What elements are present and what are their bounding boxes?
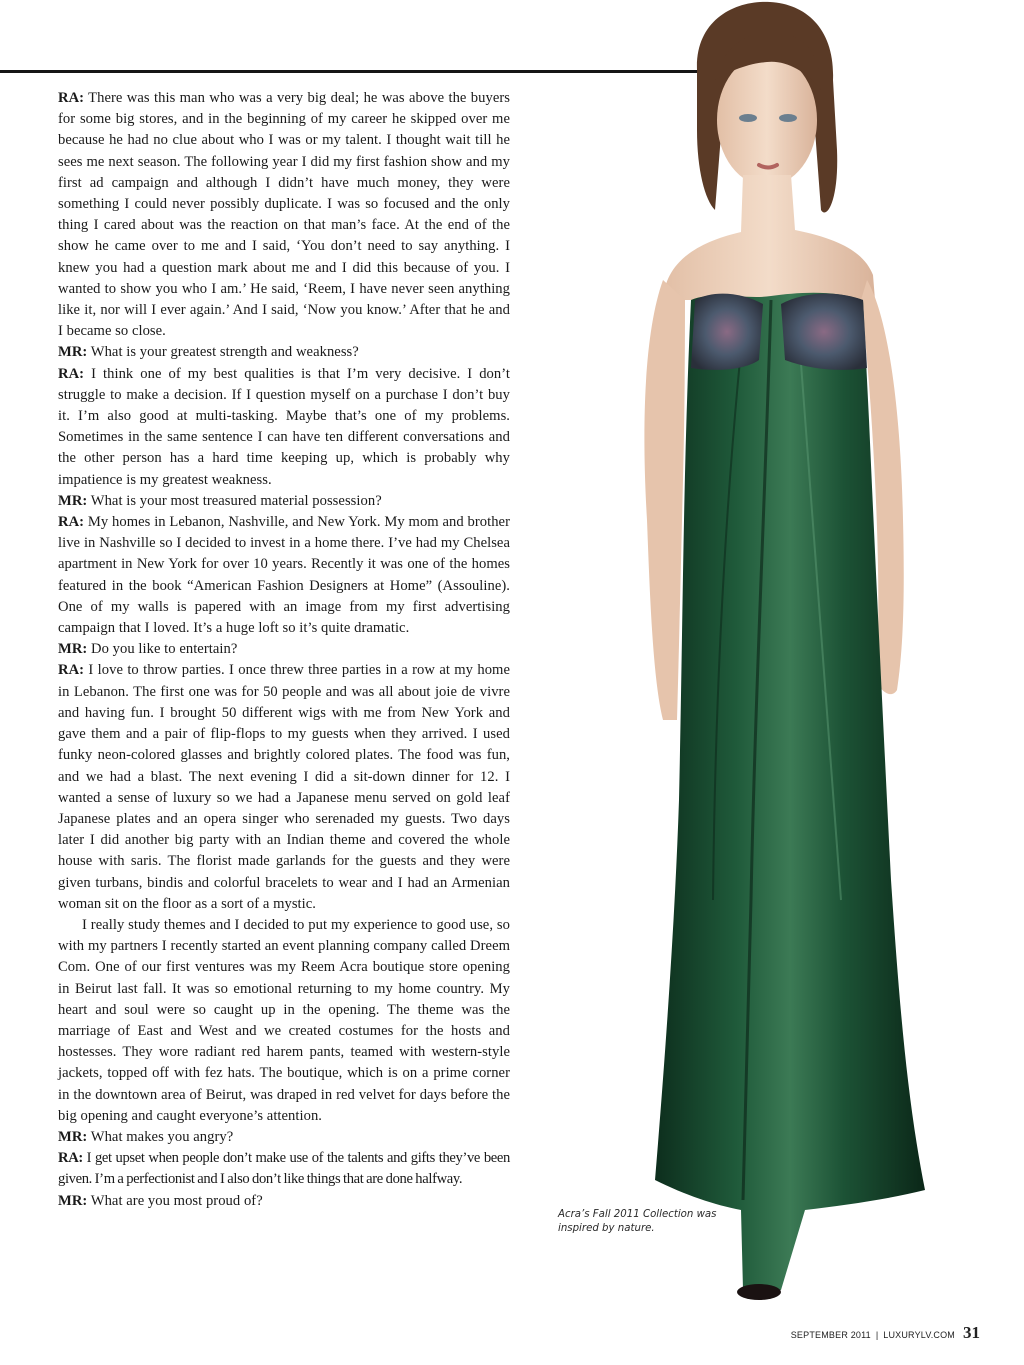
- paragraph-mr-5: [58, 1191, 510, 1212]
- speaker-label: MR:: [58, 641, 88, 658]
- speaker-label: RA:: [58, 90, 85, 106]
- speaker-label: MR:: [58, 344, 88, 361]
- page-footer: [791, 1323, 980, 1343]
- paragraph-continued: [58, 915, 510, 1127]
- photo-caption: Acra’s Fall 2011 Collection was inspired by nature.: [558, 1209, 717, 1234]
- paragraph-mr-2: [58, 491, 510, 512]
- paragraph-mr-1: [58, 342, 510, 363]
- shoulders: [663, 175, 875, 300]
- speaker-label: MR:: [58, 1128, 88, 1145]
- paragraph-mr-3: [58, 639, 510, 660]
- page-number: 31: [963, 1323, 980, 1342]
- paragraph-text: What is your greatest strength and weakness?: [87, 344, 359, 361]
- speaker-label: MR:: [58, 1192, 88, 1209]
- paragraph-text: What are you most proud of?: [87, 1192, 263, 1209]
- speaker-label: RA:: [58, 365, 85, 382]
- speaker-label: RA:: [58, 514, 85, 531]
- paragraph-ra-1: [58, 88, 510, 342]
- paragraph-text: My homes in Lebanon, Nashville, and New York. My mom and brother live in Nashville so I decided to invest in a home there. I’ve had my Chelsea apartment in New York for over 10 years. Recently it was one of the homes featured in the book “American Fashion Designers at Home” (Assouline). One of my walls is papered with an image from my first advertising campaign that I loved. It’s a huge loft so it’s quite dramatic.: [58, 514, 510, 637]
- paragraph-ra-3: [58, 512, 510, 639]
- speaker-label: RA:: [58, 1150, 83, 1167]
- paragraph-text: I think one of my best qualities is that I’m very decisive. I don’t struggle to make a decision. If I question myself on a purchase I don’t buy it. I’m also good at multi-tasking. Maybe that’s one of my problems. Sometimes in the same sentence I can have ten different conversations and the other person has a hard time keeping up, which is probably why impatience is my greatest weakness.: [58, 365, 510, 488]
- paragraph-text: I get upset when people don’t make use of the talents and gifts they’ve been given. I’m a perfectionist and I also don’t like things that are done halfway.: [58, 1150, 510, 1188]
- left-arm: [644, 280, 685, 720]
- paragraph-text: I really study themes and I decided to put my experience to good use, so with my partners I recently started an event planning company called Dreem Com. One of our first ventures was my Reem Acra boutique store opening in Beirut last fall. It was so emotional returning to my home country. My heart and soul were so caught up in the opening. The theme was the marriage of East and West and we created costumes for the hosts and hostesses. They wore radiant red harem pants, teamed with western-style jackets, topped off with fez hats. The boutique, which is on a prime corner in the downtown area of Beirut, was draped in red velvet for days before the big opening and caught everyone’s attention.: [58, 916, 510, 1124]
- speaker-label: MR:: [58, 492, 88, 509]
- paragraph-text: Do you like to entertain?: [87, 641, 238, 658]
- footer-separator: |: [875, 1330, 879, 1340]
- website-link[interactable]: LUXURYLV.COM: [883, 1330, 955, 1340]
- paragraph-text: What is your most treasured material possession?: [87, 492, 382, 509]
- paragraph-text: What makes you angry?: [87, 1128, 234, 1145]
- issue-date: SEPTEMBER 2011: [790, 1330, 871, 1340]
- article-body: [58, 88, 510, 1212]
- paragraph-text: There was this man who was a very big deal; he was above the buyers for some big stores, and in the beginning of my career he skipped over me because he had no clue about who I was or my talent. I thought wait till he sees me next season. The following year I did my first fashion show and my first ad campaign and although I didn’t have much money, they were something I could never possibly duplicate. I was so focused and the only thing I cared about was the reaction on that man’s face. At the end of the show he came over to me and I said, ‘You don’t need to say anything. I knew you had a question mark about me and I did this because of you. I wanted to show you who I am.’ He said, ‘Reem, I have never seen anything like it, nor will I ever again.’ And I said, ‘Now you know.’ After that he and I became so close.: [58, 90, 510, 340]
- shoes: [737, 1284, 781, 1300]
- beaded-bodice-right: [781, 294, 867, 370]
- paragraph-ra-4: [58, 660, 510, 914]
- paragraph-ra-2: [58, 364, 510, 491]
- paragraph-ra-5: [58, 1148, 510, 1190]
- model-illustration: [545, 0, 1024, 1300]
- speaker-label: RA:: [58, 662, 85, 679]
- beaded-bodice-left: [691, 294, 763, 370]
- paragraph-text: I love to throw parties. I once threw three parties in a row at my home in Lebanon. The first one was for 50 people and was all about joie de vivre and having fun. I brought 50 different wigs with me from New York and gave them and a pair of flip-flops to my guests when they arrived. I used funky neon-colored glasses and brightly colored plates. The food was fun, and we had a blast. The next evening I did a sit-down dinner for 12. I wanted a sense of luxury so we had a Japanese menu served on gold leaf Japanese plates and an opera singer who serenaded my guests. Two days later I did another big party with an Indian theme and covered the whole house with saris. The florist made garlands for the guests and they were given turbans, bindis and colorful bracelets to wear and I had an Armenian woman sit on the floor as a sort of a mystic.: [58, 662, 510, 912]
- paragraph-mr-4: [58, 1127, 510, 1148]
- model-photo: [545, 0, 1024, 1300]
